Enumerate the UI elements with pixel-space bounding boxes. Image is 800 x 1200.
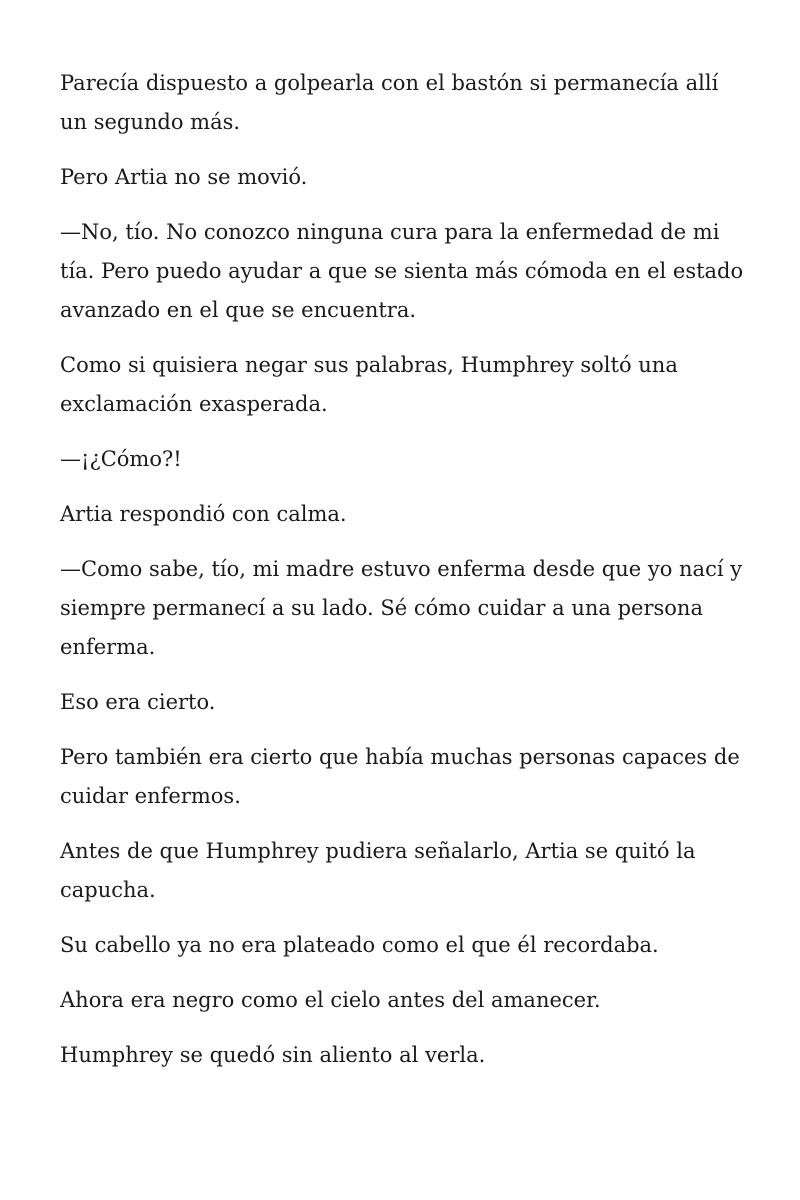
paragraph: —Como sabe, tío, mi madre estuvo enferma desde que yo nací y siempre permanecí a su lado. Sé cómo cuidar a una persona enferma.	[60, 557, 743, 659]
paragraph: Parecía dispuesto a golpearla con el bastón si permanecía allí un segundo más.	[60, 71, 719, 134]
paragraph: Antes de que Humphrey pudiera señalarlo, Artia se quitó la capucha.	[60, 839, 696, 902]
document-page	[60, 64, 750, 1091]
paragraph: Como si quisiera negar sus palabras, Humphrey soltó una exclamación exasperada.	[60, 353, 678, 416]
paragraph: Pero Artia no se movió.	[60, 165, 308, 189]
paragraph: Pero también era cierto que había muchas personas capaces de cuidar enfermos.	[60, 745, 740, 808]
paragraph: Humphrey se quedó sin aliento al verla.	[60, 1043, 486, 1067]
paragraph: Artia respondió con calma.	[60, 502, 347, 526]
paragraph: —No, tío. No conozco ninguna cura para la enfermedad de mi tía. Pero puedo ayudar a que se sienta más cómoda en el estado avanzado en el que se encuentra.	[60, 220, 744, 322]
paragraph: Ahora era negro como el cielo antes del amanecer.	[60, 988, 601, 1012]
paragraph: Su cabello ya no era plateado como el que él recordaba.	[60, 933, 659, 957]
paragraph: —¡¿Cómo?!	[60, 447, 182, 471]
paragraph: Eso era cierto.	[60, 690, 216, 714]
